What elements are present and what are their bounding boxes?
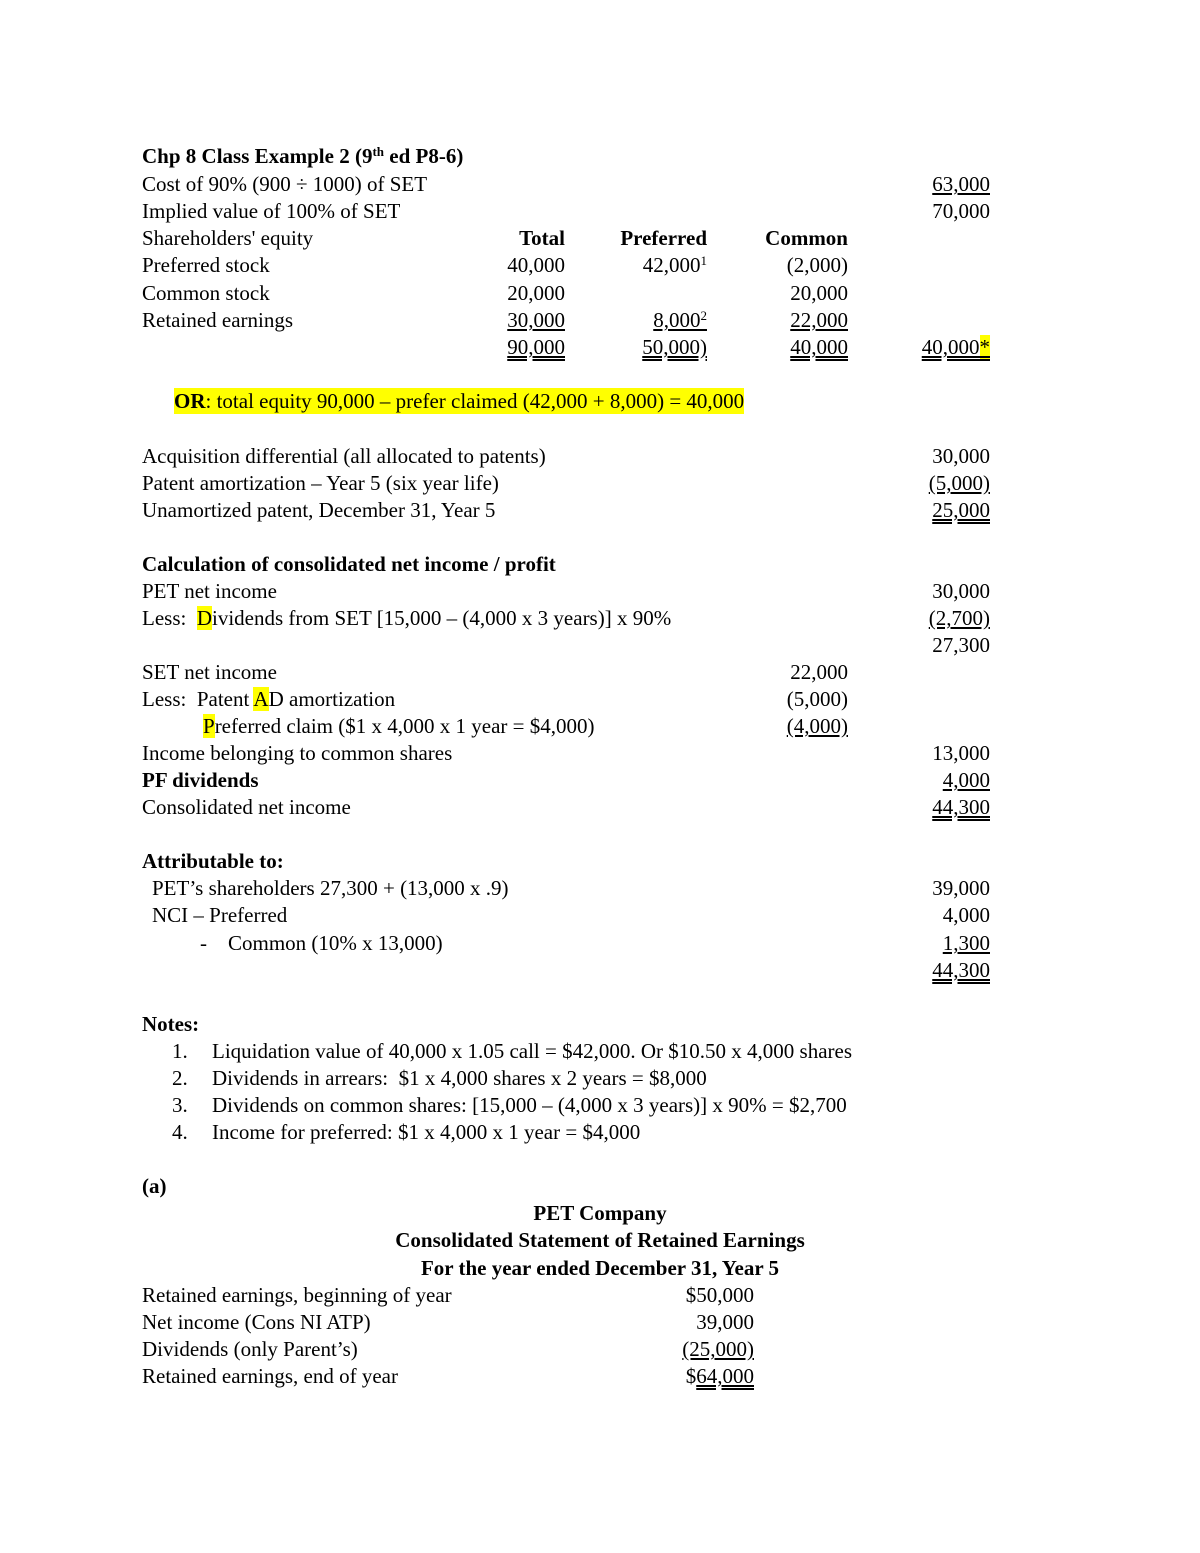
row-common: 22,000 bbox=[790, 308, 848, 332]
cost-line bbox=[0, 171, 1200, 197]
row-total: 30,000 bbox=[507, 308, 565, 332]
statement-value: (25,000) bbox=[682, 1337, 754, 1361]
calc-row bbox=[0, 605, 1200, 631]
equity-header-label: Shareholders' equity bbox=[142, 226, 314, 250]
col-total-header: Total bbox=[519, 226, 565, 250]
equity-row-preferred bbox=[0, 252, 1200, 278]
total-right: 40,000* bbox=[921, 335, 990, 359]
row-preferred: 8,000$^2$ bbox=[653, 308, 707, 332]
calc-label: Consolidated net income bbox=[142, 795, 351, 819]
note-item bbox=[0, 1119, 1200, 1145]
equity-header bbox=[0, 225, 1200, 251]
calc-row bbox=[0, 713, 1200, 739]
acq-label: Acquisition differential (all allocated to patents) bbox=[142, 444, 546, 468]
acq-label: Patent amortization – Year 5 (six year life) bbox=[142, 471, 499, 495]
acq-row bbox=[0, 497, 1200, 523]
acq-label: Unamortized patent, December 31, Year 5 bbox=[142, 498, 496, 522]
statement-title: Consolidated Statement of Retained Earnings bbox=[395, 1228, 805, 1252]
calc-value: 4,000 bbox=[942, 768, 990, 792]
statement-value: $50,000 bbox=[685, 1283, 754, 1307]
note-number: 4. bbox=[172, 1120, 188, 1144]
calc-row bbox=[0, 632, 1200, 658]
statement-label: Net income (Cons NI ATP) bbox=[142, 1310, 371, 1334]
note-text: Income for preferred: $1 x 4,000 x 1 year = $4,000 bbox=[212, 1120, 641, 1144]
calc-row bbox=[0, 767, 1200, 793]
statement-company: PET Company bbox=[533, 1201, 667, 1225]
note-text: Liquidation value of 40,000 x 1.05 call = $42,000. Or $10.50 x 4,000 shares bbox=[212, 1039, 852, 1063]
calc-subtotal: 27,300 bbox=[932, 633, 990, 657]
note-number: 2. bbox=[172, 1066, 188, 1090]
attrib-total: 44,300 bbox=[932, 958, 990, 982]
cost-value: 63,000 bbox=[932, 172, 990, 196]
note-number: 3. bbox=[172, 1093, 188, 1117]
attrib-row bbox=[0, 875, 1200, 901]
statement-row bbox=[0, 1363, 1200, 1389]
statement-period: For the year ended December 31, Year 5 bbox=[420, 1256, 780, 1280]
calc-row bbox=[0, 578, 1200, 604]
attrib-label: PET’s shareholders 27,300 + (13,000 x .9) bbox=[152, 876, 509, 900]
calc-label: Less: Dividends from SET [15,000 – (4,000 x 3 years)] x 90% bbox=[142, 606, 672, 630]
statement-row bbox=[0, 1336, 1200, 1362]
row-preferred: 42,000$^1$ bbox=[642, 253, 707, 277]
attrib-value: 39,000 bbox=[932, 876, 990, 900]
calc-label: PET net income bbox=[142, 579, 277, 603]
calc-heading: Calculation of consolidated net income / profit bbox=[142, 552, 556, 576]
calc-label: Less: Patent AD amortization bbox=[142, 687, 396, 711]
statement-company-line bbox=[0, 1200, 1200, 1226]
note-item bbox=[0, 1092, 1200, 1118]
note-item bbox=[0, 1065, 1200, 1091]
notes-heading: Notes: bbox=[142, 1012, 200, 1036]
statement-label: Retained earnings, beginning of year bbox=[142, 1283, 452, 1307]
calc-value: (5,000) bbox=[786, 687, 848, 711]
calc-value: 13,000 bbox=[932, 741, 990, 765]
acq-row bbox=[0, 470, 1200, 496]
col-preferred-header: Preferred bbox=[620, 226, 707, 250]
calc-label: Income belonging to common shares bbox=[142, 741, 453, 765]
total-preferred: 50,000) bbox=[642, 335, 707, 359]
acq-value: 30,000 bbox=[932, 444, 990, 468]
or-text: OR: total equity 90,000 – prefer claimed (42,000 + 8,000) = 40,000 bbox=[174, 389, 745, 413]
acq-value: 25,000 bbox=[932, 498, 990, 522]
equity-row-retained bbox=[0, 307, 1200, 333]
calc-value: 44,300 bbox=[932, 795, 990, 819]
total-common: 40,000 bbox=[790, 335, 848, 359]
calc-heading-line bbox=[0, 551, 1200, 577]
attrib-label: NCI – Preferred bbox=[152, 903, 288, 927]
part-a-line bbox=[0, 1173, 1200, 1199]
row-label: Retained earnings bbox=[142, 308, 294, 332]
calc-value: 30,000 bbox=[932, 579, 990, 603]
statement-value: $64,000 bbox=[685, 1364, 754, 1388]
statement-label: Dividends (only Parent’s) bbox=[142, 1337, 358, 1361]
equity-totals bbox=[0, 334, 1200, 360]
cost-label: Cost of 90% (900 ÷ 1000) of SET bbox=[142, 172, 428, 196]
statement-title-line bbox=[0, 1227, 1200, 1253]
calc-row bbox=[0, 686, 1200, 712]
attrib-total-line bbox=[0, 957, 1200, 983]
row-total: 20,000 bbox=[507, 281, 565, 305]
or-line bbox=[0, 388, 1200, 414]
attrib-heading: Attributable to: bbox=[142, 849, 284, 873]
calc-value: 22,000 bbox=[790, 660, 848, 684]
equity-row-common bbox=[0, 280, 1200, 306]
note-number: 1. bbox=[172, 1039, 188, 1063]
attrib-heading-line bbox=[0, 848, 1200, 874]
statement-value: 39,000 bbox=[696, 1310, 754, 1334]
attrib-value: 1,300 bbox=[942, 931, 990, 955]
row-total: 40,000 bbox=[507, 253, 565, 277]
calc-label: SET net income bbox=[142, 660, 277, 684]
statement-row bbox=[0, 1282, 1200, 1308]
acq-value: (5,000) bbox=[928, 471, 990, 495]
calc-label: PF dividends bbox=[142, 768, 259, 792]
calc-row bbox=[0, 659, 1200, 685]
row-common: 20,000 bbox=[790, 281, 848, 305]
page-title: Chp 8 Class Example 2 (9th ed P8-6) bbox=[142, 144, 464, 168]
acq-row bbox=[0, 443, 1200, 469]
attrib-value: 4,000 bbox=[942, 903, 990, 927]
title-line bbox=[0, 143, 1200, 169]
calc-value: (4,000) bbox=[786, 714, 848, 738]
attrib-row bbox=[0, 902, 1200, 928]
row-label: Preferred stock bbox=[142, 253, 270, 277]
statement-period-line bbox=[0, 1255, 1200, 1281]
attrib-row bbox=[0, 930, 1200, 956]
note-item bbox=[0, 1038, 1200, 1064]
attrib-label: - Common (10% x 13,000) bbox=[200, 931, 443, 955]
col-common-header: Common bbox=[765, 226, 848, 250]
calc-label: Preferred claim ($1 x 4,000 x 1 year = $4,000) bbox=[203, 714, 595, 738]
implied-value: 70,000 bbox=[932, 199, 990, 223]
note-text: Dividends in arrears: $1 x 4,000 shares x 2 years = $8,000 bbox=[212, 1066, 707, 1090]
row-common: (2,000) bbox=[786, 253, 848, 277]
note-text: Dividends on common shares: [15,000 – (4,000 x 3 years)] x 90% = $2,700 bbox=[212, 1093, 847, 1117]
implied-line bbox=[0, 198, 1200, 224]
total-total: 90,000 bbox=[507, 335, 565, 359]
row-label: Common stock bbox=[142, 281, 270, 305]
calc-row bbox=[0, 794, 1200, 820]
calc-row bbox=[0, 740, 1200, 766]
statement-row bbox=[0, 1309, 1200, 1335]
notes-heading-line bbox=[0, 1011, 1200, 1037]
implied-label: Implied value of 100% of SET bbox=[142, 199, 401, 223]
calc-value: (2,700) bbox=[928, 606, 990, 630]
part-a-label: (a) bbox=[142, 1174, 167, 1198]
statement-label: Retained earnings, end of year bbox=[142, 1364, 398, 1388]
